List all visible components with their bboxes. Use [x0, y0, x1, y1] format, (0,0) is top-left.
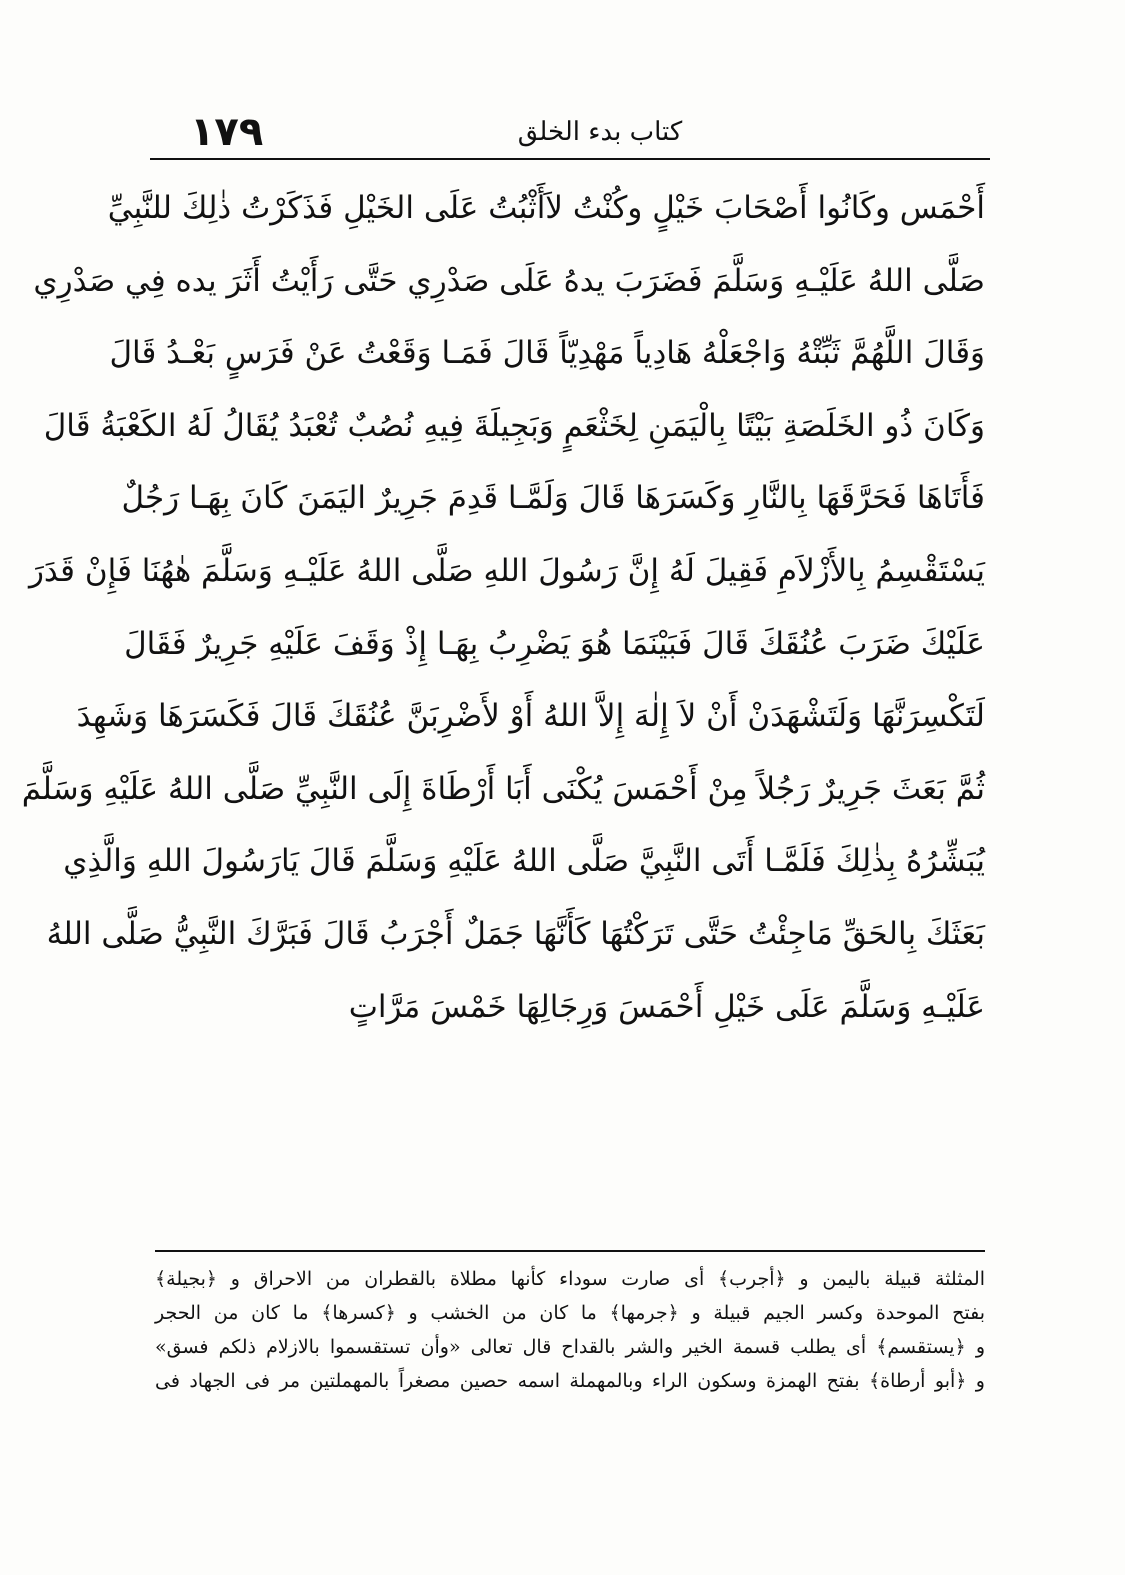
text-line: صَلَّى اللهُ عَلَيْـهِ وَسَلَّمَ فَضَرَبَ يدهُ عَلَى صَدْرِي حَتَّى رَأَيْتُ أَثَرَ يده فِي صَدْرِي: [33, 262, 985, 299]
text-line: يُبَشِّرُهُ بِذٰلِكَ فَلَمَّـا أَتَى النَّبِيَّ صَلَّى اللهُ عَلَيْهِ وَسَلَّمَ قَالَ يَارَسُولَ اللهِ وَالَّذِي: [63, 843, 985, 880]
footnote-line: بفتح الموحدة وكسر الجيم قبيلة و ﴿جرمها﴾ ما كان من الخشب و ﴿كسرها﴾ ما كان من الحجر: [155, 1302, 985, 1324]
text-line: وَكَانَ ذُو الخَلَصَةِ بَيْتًا بِالْيَمَنِ لِخَثْعَمٍ وَبَجِيلَةَ فِيهِ نُصُبٌ تُعْبَدُ يُقَالُ لَهُ الكَعْبَةُ قَالَ: [43, 407, 985, 444]
running-title: كتاب بدء الخلق: [517, 117, 683, 147]
text-line: وَقَالَ اللَّهُمَّ ثَبِّتْهُ وَاجْعَلْهُ هَادِياً مَهْدِيّاً قَالَ فَمَـا وَقَعْتُ عَنْ فَرَسٍ بَعْـدُ قَالَ: [109, 335, 985, 372]
text-line: لَتَكْسِرَنَّهَا وَلَتَشْهَدَنْ أَنْ لاَ إِلٰهَ إِلاَّ اللهُ أَوْ لأَضْرِبَنَّ عُنُقَكَ قَالَ فَكَسَرَهَا وَشَهِدَ: [76, 698, 985, 735]
text-line: فَأَتَاهَا فَحَرَّقَهَا بِالنَّارِ وَكَسَرَهَا قَالَ وَلَمَّـا قَدِمَ جَرِيرٌ اليَمَنَ كَانَ بِهَـا رَجُلٌ: [121, 480, 985, 517]
header-rule: [150, 158, 990, 160]
text-line: عَلَيْكَ ضَرَبَ عُنُقَكَ قَالَ فَبَيْنَمَا هُوَ يَضْرِبُ بِهَـا إِذْ وَقَفَ عَلَيْهِ جَرِيرٌ فَقَالَ: [124, 625, 985, 662]
text-line: يَسْتَقْسِمُ بِالأَزْلاَمِ فَقِيلَ لَهُ إِنَّ رَسُولَ اللهِ صَلَّى اللهُ عَلَيْـهِ وَسَلَّمَ هٰهُنَا فَإِنْ قَدَرَ: [28, 552, 985, 589]
text-line: عَلَيْـهِ وَسَلَّمَ عَلَى خَيْلِ أَحْمَسَ وَرِجَالِهَا خَمْسَ مَرَّاتٍ: [348, 988, 985, 1025]
page-header: [150, 108, 990, 158]
footnote-line: المثلثة قبيلة باليمن و ﴿أجرب﴾ أى صارت سوداء كأنها مطلاة بالقطران من الاحراق و ﴿بجيلة﴾: [155, 1268, 985, 1290]
footnotes: [155, 1262, 985, 1398]
text-line: بَعَثَكَ بِالحَقِّ مَاجِئْتُ حَتَّى تَرَكْتُهَا كَأَنَّهَا جَمَلٌ أَجْرَبُ قَالَ فَبَرَّكَ النَّبِيُّ صَلَّى اللهُ: [46, 915, 985, 952]
text-line: أَحْمَس وكَانُوا أَصْحَابَ خَيْلٍ وكُنْتُ لاَأَثْبُتُ عَلَى الخَيْلِ فَذَكَرْتُ ذٰلِكَ للنَّبِيِّ: [107, 190, 985, 226]
footnote-line: و ﴿أبو أرطاة﴾ بفتح الهمزة وسكون الراء وبالمهملة اسمه حصين مصغراً بالمهملتين مر فى الجهاد فى: [155, 1370, 985, 1392]
page-number: ١٧٩: [190, 109, 264, 155]
footnote-rule: [155, 1250, 985, 1252]
text-line: ثُمَّ بَعَثَ جَرِيرٌ رَجُلاً مِنْ أَحْمَسَ يُكْنَى أَبَا أَرْطَاةَ إِلَى النَّبِيِّ صَلَّى اللهُ عَلَيْهِ وَسَلَّمَ: [21, 770, 985, 807]
footnote-line: و ﴿يستقسم﴾ أى يطلب قسمة الخير والشر بالقداح قال تعالى «وأن تستقسموا بالازلام ذلكم فسق»: [155, 1336, 985, 1358]
main-text: [21, 172, 985, 1043]
